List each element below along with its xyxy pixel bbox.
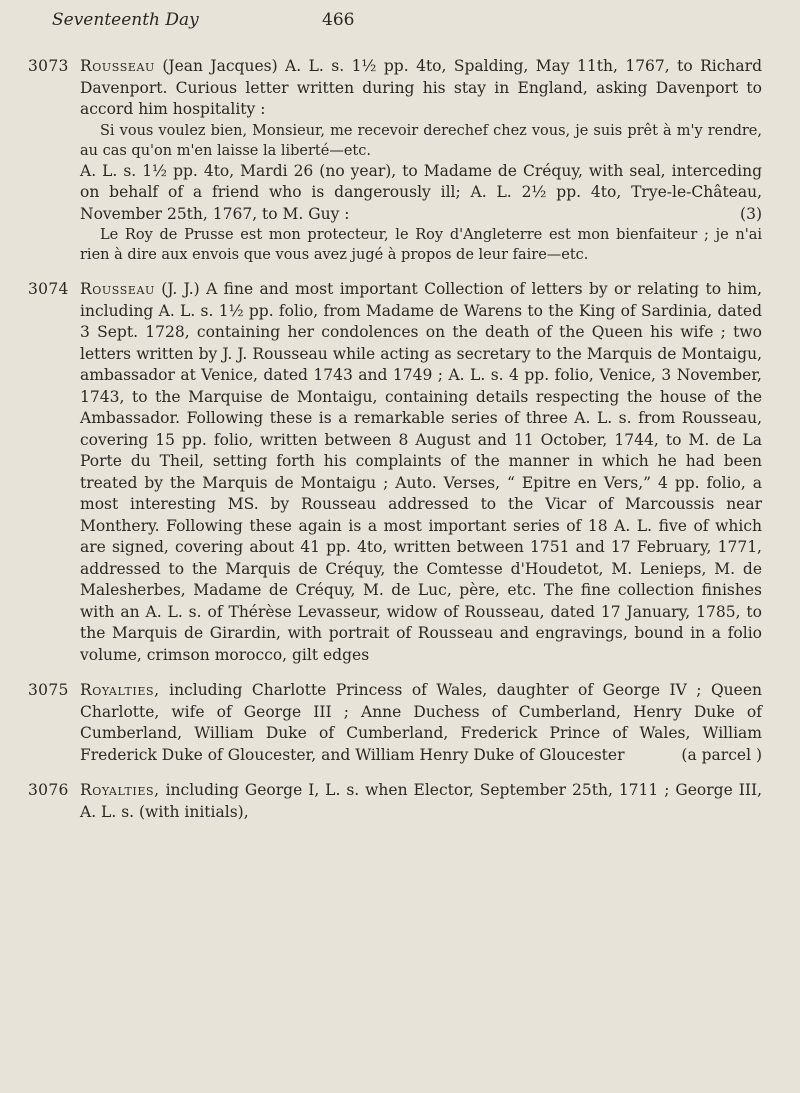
entry-paragraph	[80, 279, 762, 666]
entry-body	[80, 680, 762, 766]
item-count: (3)	[740, 204, 762, 223]
lot-number: 3075	[28, 681, 69, 699]
item-count: (a parcel )	[681, 745, 762, 764]
entry-paragraph	[80, 56, 762, 121]
catalogue-entry	[28, 780, 762, 823]
entry-heading: Rousseau	[80, 57, 155, 75]
entry-heading: Rousseau	[80, 280, 155, 298]
catalogue-entry	[28, 680, 762, 766]
lot-number: 3073	[28, 57, 69, 75]
page-number: 466	[322, 10, 355, 30]
entry-text: (J. J.) A fine and most important Collection of letters by or relating to him, including A. L. s. 1½ pp. folio, from Madame de Warens to the King of Sardinia, dated 3 Sept. 1728, containing her condolences on the death of the Queen his wife ; two letters written by J. J. Rousseau while acting as secretary to the Marquis de Montaigu, ambassador at Venice, dated 1743 and 1749 ; A. L. s. 4 pp. folio, Venice, 3 November, 1743, to the Marquise de Montaigu, containing details respecting the house of the Ambassador. Following these is a remarkable series of three A. L. s. from Rousseau, covering 15 pp. folio, written between 8 August and 11 October, 1744, to M. de La Porte du Theil, setting forth his complaints of the manner in which he had been treated by the Marquis de Montaigu ; Auto. Verses, “ Epitre en Vers,” 4 pp. folio, a most interesting MS. by Rousseau addressed to the Vicar of Marcoussis near Monthery. Following these again is a most important series of 18 A. L. five of which are signed, covering about 41 pp. 4to, written between 1751 and 17 February, 1771, addressed to the Marquis de Créquy, the Comtesse d'Houdetot, M. Lenieps, M. de Malesherbes, Madame de Créquy, M. de Luc, père, etc. The fine collection finishes with an A. L. s. of Thérèse Levasseur, widow of Rousseau, dated 17 January, 1785, to the Marquis de Girardin, with portrait of Rousseau and engravings, bound in a folio volume, crimson morocco, gilt edges	[80, 280, 762, 664]
lot-number: 3074	[28, 280, 69, 298]
entry-paragraph	[80, 161, 762, 226]
entry-body	[80, 780, 762, 823]
entry-body	[80, 279, 762, 666]
entry-text: including Charlotte Princess of Wales, daughter of George IV ; Queen Charlotte, wife of George III ; Anne Duchess of Cumberland, Henry Duke of Cumberland, William Duke of Cumberland, Frederick Prince of Wales, William Frederick Duke of Gloucester, and William Henry Duke of Gloucester	[80, 681, 762, 764]
entry-quote: Le Roy de Prusse est mon protecteur, le Roy d'Angleterre est mon bienfaiteur ; je n'ai rien à dire aux envois que vous avez jugé à propos de leur faire—etc.	[80, 227, 762, 263]
entry-paragraph	[80, 780, 762, 823]
entry-heading: Royalties,	[80, 681, 160, 699]
entry-paragraph	[80, 680, 762, 766]
running-header	[52, 0, 762, 42]
section-title: Seventeenth Day	[52, 10, 199, 30]
catalogue-entry	[28, 279, 762, 666]
entry-text: (Jean Jacques) A. L. s. 1½ pp. 4to, Spalding, May 11th, 1767, to Richard Davenport. Curious letter written during his stay in England, asking Davenport to accord him hospitality :	[80, 57, 762, 118]
lot-number: 3076	[28, 781, 69, 799]
entry-body	[80, 56, 762, 265]
catalogue-entry	[28, 56, 762, 265]
entry-text: including George I, L. s. when Elector, September 25th, 1711 ; George III, A. L. s. (with initials),	[80, 781, 762, 821]
entry-heading: Royalties,	[80, 781, 160, 799]
entry-text: A. L. s. 1½ pp. 4to, Mardi 26 (no year), to Madame de Créquy, with seal, interceding on behalf of a friend who is dangerously ill; A. L. 2½ pp. 4to, Trye-le-Château, November 25th, 1767, to M. Guy :	[80, 161, 762, 223]
entry-quote: Si vous voulez bien, Monsieur, me recevoir derechef chez vous, je suis prêt à m'y rendre, au cas qu'on m'en laisse la liberté—etc.	[80, 122, 762, 159]
